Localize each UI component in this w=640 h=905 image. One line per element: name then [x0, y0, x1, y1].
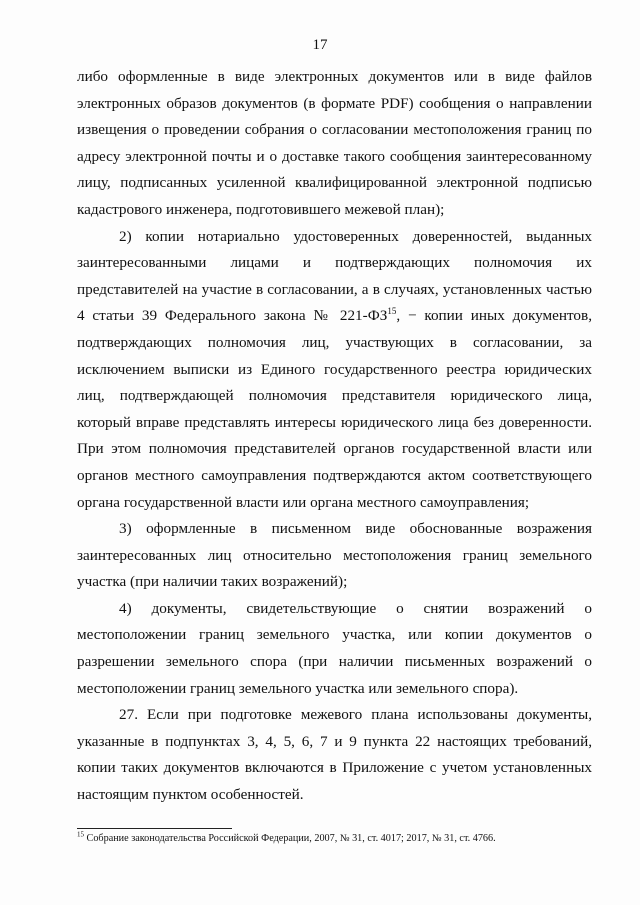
paragraph-item-2-text-end: , − копии иных документов, подтверждающих полномочия лиц, участвующих в согласовании, за исключением выписки из Единого государственного реестра юридических лиц, подтверждающей полномочия представителя юридического лица, который вправе представлять интересы юридического лица без доверенности. При этом полномочия представителей органов государственной власти или органов местного самоуправления подтверждаются актом соответствующего органа государственной власти или органа местного самоуправления;	[77, 307, 592, 511]
footnote-number: 15	[77, 830, 84, 839]
document-body	[77, 64, 592, 809]
page-number: 17	[312, 37, 328, 53]
footnote-divider	[77, 828, 232, 829]
footnote	[77, 832, 597, 846]
paragraph-item-4: 4) документы, свидетельствующие о снятии возражений о местоположении границ земельного участка, или копии документов о разрешении земельного спора (при наличии письменных возражений о местоположении границ земельного участка или земельного спора).	[77, 599, 592, 697]
paragraph-item-3: 3) оформленные в письменном виде обоснованные возражения заинтересованных лиц относительно местоположения границ земельного участка (при наличии таких возражений);	[77, 520, 592, 591]
paragraph-clause-27: 27. Если при подготовке межевого плана использованы документы, указанные в подпунктах 3, 4, 5, 6, 7 и 9 пункта 22 настоящих требований, копии таких документов включаются в Приложение с учетом установленных настоящим пунктом особенностей.	[77, 706, 592, 804]
footnote-text: Собрание законодательства Российской Федерации, 2007, № 31, ст. 4017; 2017, № 31, ст. 4766.	[84, 833, 496, 844]
paragraph-item-2	[77, 224, 592, 517]
paragraph-continuation: либо оформленные в виде электронных документов или в виде файлов электронных образов документов (в формате PDF) сообщения о направлении извещения о проведении собрания о согласовании местоположения границ по адресу электронной почты и о доставке такого сообщения заинтересованному лицу, подписанных усиленной квалифицированной электронной подписью кадастрового инженера, подготовившего межевой план);	[77, 68, 592, 218]
footnote-reference: 15	[387, 306, 397, 317]
paragraph-item-2-text-start: 2) копии нотариально удостоверенных доверенностей, выданных заинтересованными лицами и подтверждающих полномочия их представителей на участие в согласовании, а в случаях, установленных частью 4 статьи 39 Федерального закона № 221-ФЗ	[77, 227, 592, 325]
